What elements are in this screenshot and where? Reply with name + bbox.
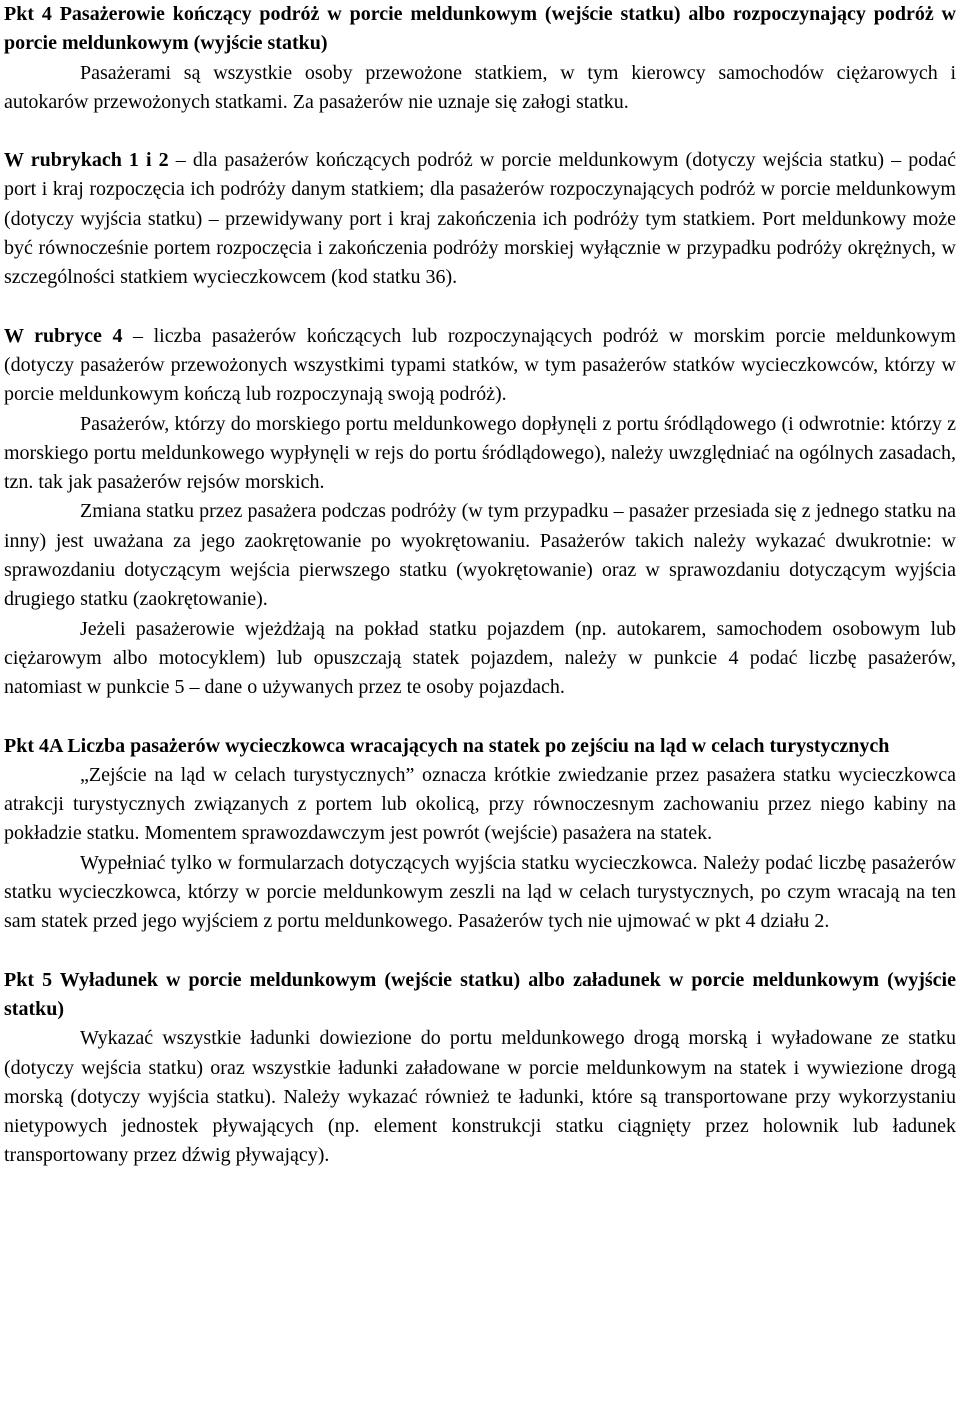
- paragraph-cargo: Wykazać wszystkie ładunki dowiezione do portu meldunkowego drogą morską i wyładowane ze statku (dotyczy wejścia statku) oraz wszystkie ładunki załadowane w porcie meldunkowym na statek i wywiezione drogą morską (dotyczy wyjścia statku). Należy wykazać również te ładunki, które są transportowane przy wykorzystaniu nietypowych jednostek pływających (np. element konstrukcji statku ciągnięty przez holownik lub ładunek transportowany przez dźwig pływający).: [4, 1027, 956, 1167]
- paragraph-shore-excursion-instructions: Wypełniać tylko w formularzach dotyczących wyjścia statku wycieczkowca. Należy podać liczbę pasażerów statku wycieczkowca, którzy w porcie meldunkowym zeszli na ląd w celach turystycznych, po czym wracają na ten sam statek przed jego wyjściem z portu meldunkowego. Pasażerów tych nie ujmować w pkt 4 działu 2.: [4, 851, 956, 933]
- paragraph-vehicles: Jeżeli pasażerowie wjeżdżają na pokład statku pojazdem (np. autokarem, samochodem osobowym lub ciężarowym albo motocyklem) lub opuszczają statek pojazdem, należy w punkcie 4 podać liczbę pasażerów, natomiast w punkcie 5 – dane o używanych przez te osoby pojazdach.: [4, 617, 956, 699]
- rubric-text-1-2: – dla pasażerów kończących podróż w porcie meldunkowym (dotyczy wejścia statku) – podać port i kraj rozpoczęcia ich podróży danym statkiem; dla pasażerów rozpoczynających podróż w porcie meldunkowym (dotyczy wyjścia statku) – przewidywany port i kraj zakończenia ich podróży tym statkiem. Port meldunkowy może być równocześnie portem rozpoczęcia i zakończenia podróży morskiej wyłącznie w przypadku podróży okrężnych, w szczególności statkiem wycieczkowcem (kod statku 36).: [4, 149, 956, 289]
- paragraph-passengers-definition: Pasażerami są wszystkie osoby przewożone statkiem, w tym kierowcy samochodów ciężarowych i autokarów przewożonych statkami. Za pasażerów nie uznaje się załogi statku.: [4, 61, 956, 113]
- rubric-label-4: W rubryce 4: [4, 324, 123, 347]
- paragraph-rubric-4: [4, 322, 956, 410]
- paragraph-rubrics-1-2: [4, 146, 956, 292]
- section-heading-pkt5: Pkt 5 Wyładunek w porcie meldunkowym (wejście statku) albo załadunek w porcie meldunkowym (wyjście statku): [4, 968, 956, 1020]
- paragraph-inland-ports: Pasażerów, którzy do morskiego portu meldunkowego dopłynęli z portu śródlądowego (i odwrotnie: którzy z morskiego portu meldunkowego wypłynęli w rejs do portu śródlądowego), należy uwzględniać na ogólnych zasadach, tzn. tak jak pasażerów rejsów morskich.: [4, 412, 956, 494]
- paragraph-shore-excursion-definition: „Zejście na ląd w celach turystycznych” oznacza krótkie zwiedzanie przez pasażera statku wycieczkowca atrakcji turystycznych związanych z portem lub okolicą, przy równoczesnym zachowaniu przez niego kabiny na pokładzie statku. Momentem sprawozdawczym jest powrót (wejście) pasażera na statek.: [4, 763, 956, 845]
- paragraph-ship-change: Zmiana statku przez pasażera podczas podróży (w tym przypadku – pasażer przesiada się z jednego statku na inny) jest uważana za jego zaokrętowanie po wyokrętowaniu. Pasażerów takich należy wykazać dwukrotnie: w sprawozdaniu dotyczącym wejścia pierwszego statku (wyokrętowanie) oraz w sprawozdaniu dotyczącym wyjścia drugiego statku (zaokrętowanie).: [4, 500, 956, 611]
- section-heading-pkt4a: Pkt 4A Liczba pasażerów wycieczkowca wracających na statek po zejściu na ląd w celach turystycznych: [4, 734, 890, 757]
- section-heading-pkt4: Pkt 4 Pasażerowie kończący podróż w porcie meldunkowym (wejście statku) albo rozpoczynający podróż w porcie meldunkowym (wyjście statku): [4, 3, 956, 55]
- rubric-label-1-2: W rubrykach 1 i 2: [4, 149, 169, 172]
- rubric-text-4: – liczba pasażerów kończących lub rozpoczynających podróż w morskim porcie meldunkowym (dotyczy pasażerów przewożonych wszystkimi typami statków, w tym pasażerów statków wycieczkowców, którzy w porcie meldunkowym kończą lub rozpoczynają swoją podróż).: [4, 324, 956, 406]
